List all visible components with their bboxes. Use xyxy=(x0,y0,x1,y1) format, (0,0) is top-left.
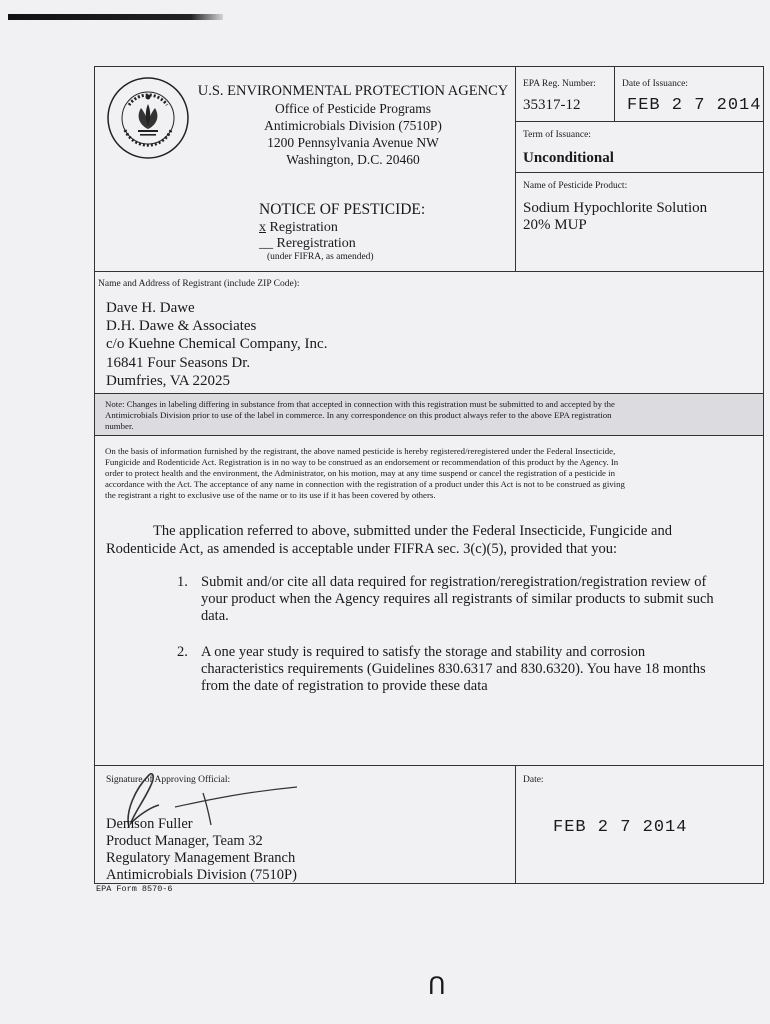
agency-name: U.S. ENVIRONMENTAL PROTECTION AGENCY xyxy=(197,83,509,99)
condition-number: 2. xyxy=(177,644,188,660)
registration-label: Registration xyxy=(269,220,338,235)
issuance-date-stamp: FEB 2 7 2014 xyxy=(627,96,762,115)
reg-number-label: EPA Reg. Number: xyxy=(523,79,596,89)
basis-line: order to protect health and the environment, the Administrator, on his motion, may at any time suspend or cancel the registration of a pesticide in xyxy=(105,468,615,478)
signature-label: Signature of Approving Official: xyxy=(106,775,231,785)
basis-line: On the basis of information furnished by the registrant, the above named pesticide is hereby registered/reregistered under the Federal Insecticide, xyxy=(105,446,616,456)
epa-seal-icon xyxy=(105,75,191,161)
note-line: Note: Changes in labeling differing in substance from that accepted in connection with this registration must be submitted to and accepted by the xyxy=(105,399,615,409)
epa-notice-form xyxy=(94,66,764,884)
condition-line: your product when the Agency requires all registrants of similar products to submit such xyxy=(201,591,714,607)
condition-line: A one year study is required to satisfy the storage and stability and corrosion xyxy=(201,644,646,660)
condition-line: Submit and/or cite all data required for registration/reregistration/registration review of xyxy=(201,574,707,590)
labeling-note xyxy=(105,399,755,432)
product-label: Name of Pesticide Product: xyxy=(523,181,628,191)
agency-street: 1200 Pennsylvania Avenue NW xyxy=(267,135,439,150)
registrant-line: Dave H. Dawe xyxy=(106,300,195,316)
bottom-mark: Ո xyxy=(428,972,446,1000)
condition-line: data. xyxy=(201,608,229,624)
basis-paragraph xyxy=(105,446,755,501)
basis-line: the registrant a right to exclusive use of the name or to its use if it has been covered by others. xyxy=(105,490,436,500)
signatory-title: Product Manager, Team 32 xyxy=(106,833,263,849)
registrant-line: D.H. Dawe & Associates xyxy=(106,318,257,335)
note-line: number. xyxy=(105,421,134,431)
note-top-line xyxy=(95,393,763,394)
notice-title: NOTICE OF PESTICIDE: xyxy=(259,201,426,218)
date-label: Date: xyxy=(523,775,544,785)
reg-date-divider xyxy=(614,67,615,121)
product-name-line1: Sodium Hypochlorite Solution xyxy=(523,200,708,216)
condition-line: characteristics requirements (Guidelines 830.6317 and 830.6320). You have 18 months xyxy=(201,661,706,677)
registration-mark: x xyxy=(259,220,266,235)
application-line1: The application referred to above, submitted under the Federal Insecticide, Fungicide and xyxy=(153,523,672,539)
term-label: Term of Issuance: xyxy=(523,130,591,140)
signature-divider xyxy=(515,765,516,883)
signature-top-line xyxy=(95,765,763,766)
signatory-branch: Regulatory Management Branch xyxy=(106,850,296,866)
reregistration-mark: __ xyxy=(259,236,273,251)
application-line2: Rodenticide Act, as amended is acceptable under FIFRA sec. 3(c)(5), provided that you: xyxy=(106,541,617,557)
registrant-label: Name and Address of Registrant (include ZIP Code): xyxy=(98,279,300,289)
registrant-line: 16841 Four Seasons Dr. xyxy=(106,354,251,371)
agency-division: Antimicrobials Division (7510P) xyxy=(264,118,442,133)
registrant-address xyxy=(106,299,327,390)
signatory-name: Demson Fuller xyxy=(106,816,193,832)
header-divider xyxy=(515,67,516,271)
reg-number-value: 35317-12 xyxy=(523,97,581,113)
term-row-line xyxy=(515,172,763,173)
scan-edge-bar xyxy=(8,14,223,20)
note-line: Antimicrobials Division prior to use of the label in commerce. In any correspondence on this product always refer to the above EPA registration xyxy=(105,410,612,420)
fifra-note: (under FIFRA, as amended) xyxy=(267,252,374,262)
signature-date-stamp: FEB 2 7 2014 xyxy=(553,818,688,837)
form-id: EPA Form 8570-6 xyxy=(96,884,173,894)
issuance-date-label: Date of Issuance: xyxy=(622,79,688,89)
condition-number: 1. xyxy=(177,574,188,590)
registration-option xyxy=(259,220,338,236)
signatory-block xyxy=(106,816,297,884)
registrant-line: c/o Kuehne Chemical Company, Inc. xyxy=(106,336,328,353)
product-name-line2: 20% MUP xyxy=(523,217,587,233)
agency-city: Washington, D.C. 20460 xyxy=(286,152,420,167)
reg-row-line xyxy=(515,121,763,122)
agency-office: Office of Pesticide Programs xyxy=(274,101,432,116)
signatory-division: Antimicrobials Division (7510P) xyxy=(106,867,297,883)
registrant-line: Dumfries, VA 22025 xyxy=(106,372,231,389)
condition-line: from the date of registration to provide these data xyxy=(201,678,488,694)
basis-line: accordance with the Act. The acceptance of any name in connection with the registration of a product under this Act is not to be construed as giving xyxy=(105,479,625,489)
reregistration-label: Reregistration xyxy=(276,236,356,251)
basis-line: Fungicide and Rodenticide Act. Registration is in no way to be construed as an endorsement or recommendation of this product by the Agency. In xyxy=(105,457,619,467)
reregistration-option xyxy=(259,236,356,252)
agency-header xyxy=(195,83,511,168)
note-bottom-line xyxy=(95,435,763,436)
term-value: Unconditional xyxy=(523,150,614,166)
header-bottom-line xyxy=(95,271,763,272)
